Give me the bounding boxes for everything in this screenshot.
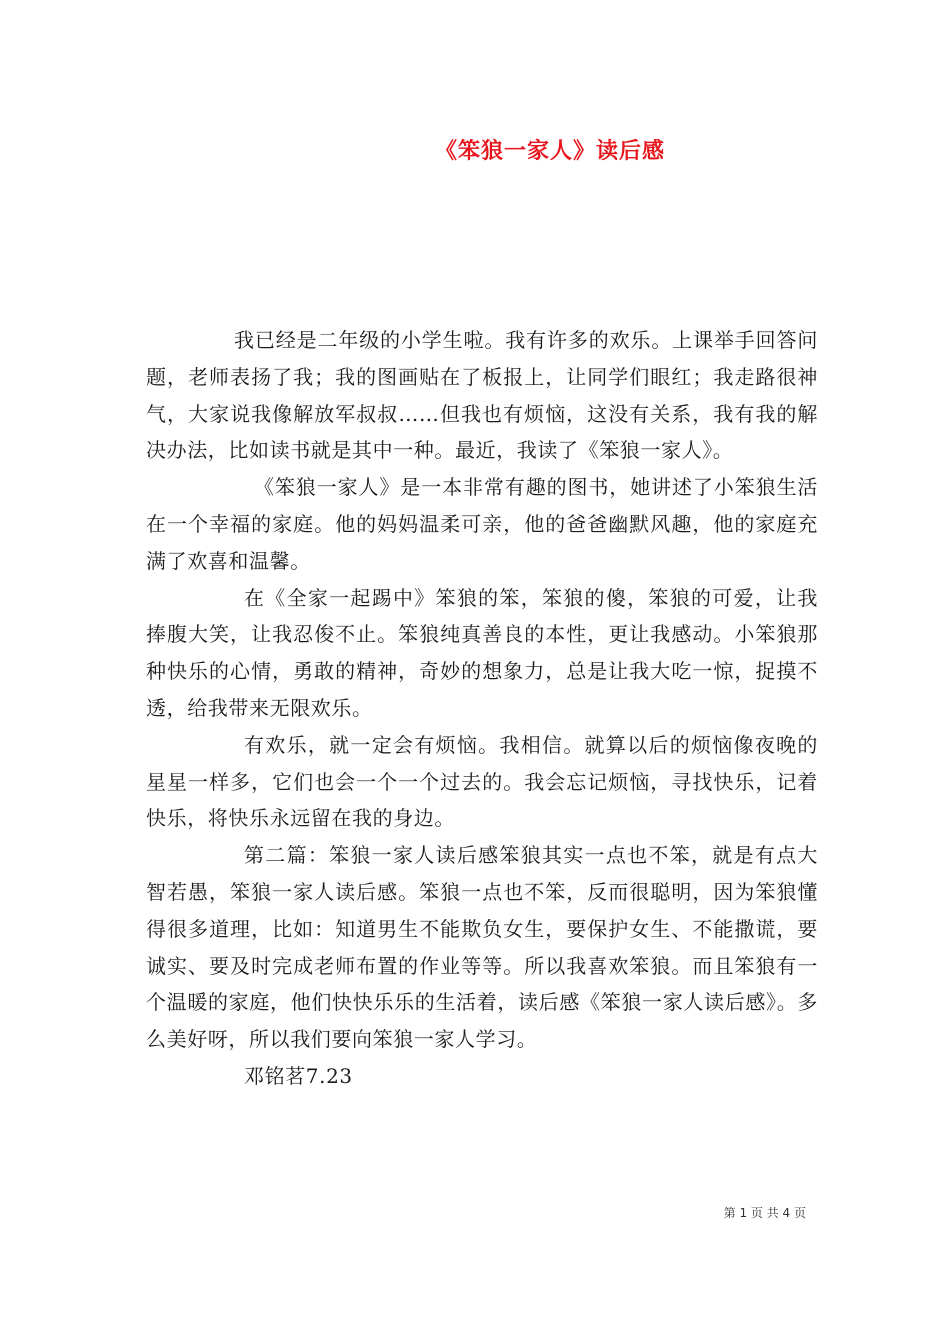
paragraph-4: 有欢乐，就一定会有烦恼。我相信。就算以后的烦恼像夜晚的星星一样多，它们也会一个一个过去的。我会忘记烦恼，寻找快乐，记着快乐，将快乐永远留在我的身边。: [146, 732, 818, 831]
paragraph-1: 我已经是二年级的小学生啦。我有许多的欢乐。上课举手回答问题，老师表扬了我；我的图画贴在了板报上，让同学们眼红；我走路很神气，大家说我像解放军叔叔……但我也有烦恼，这没有关系，我有我的解决办法，比如读书就是其中一种。最近，我读了《笨狼一家人》。: [146, 328, 818, 463]
document-body: [146, 322, 818, 1095]
page-footer: 第 1 页 共 4 页: [723, 1206, 806, 1220]
paragraph-3: 在《全家一起踢中》笨狼的笨，笨狼的傻，笨狼的可爱，让我捧腹大笑，让我忍俊不止。笨狼纯真善良的本性，更让我感动。小笨狼那种快乐的心情，勇敢的精神，奇妙的想象力，总是让我大吃一惊，捉摸不透，给我带来无限欢乐。: [146, 585, 818, 720]
paragraph-2: 《笨狼一家人》是一本非常有趣的图书，她讲述了小笨狼生活在一个幸福的家庭。他的妈妈温柔可亲，他的爸爸幽默风趣，他的家庭充满了欢喜和温馨。: [146, 475, 818, 573]
signature: 邓铭茗7.23: [244, 1063, 353, 1088]
document-title: 《笨狼一家人》读后感: [434, 139, 665, 164]
paragraph-5: 第二篇：笨狼一家人读后感笨狼其实一点也不笨，就是有点大智若愚，笨狼一家人读后感。笨狼一点也不笨，反而很聪明，因为笨狼懂得很多道理，比如：知道男生不能欺负女生，要保护女生、不能撒谎，要诚实、要及时完成老师布置的作业等等。所以我喜欢笨狼。而且笨狼有一个温暖的家庭，他们快快乐乐的生活着，读后感《笨狼一家人读后感》。多么美好呀，所以我们要向笨狼一家人学习。: [146, 843, 818, 1052]
